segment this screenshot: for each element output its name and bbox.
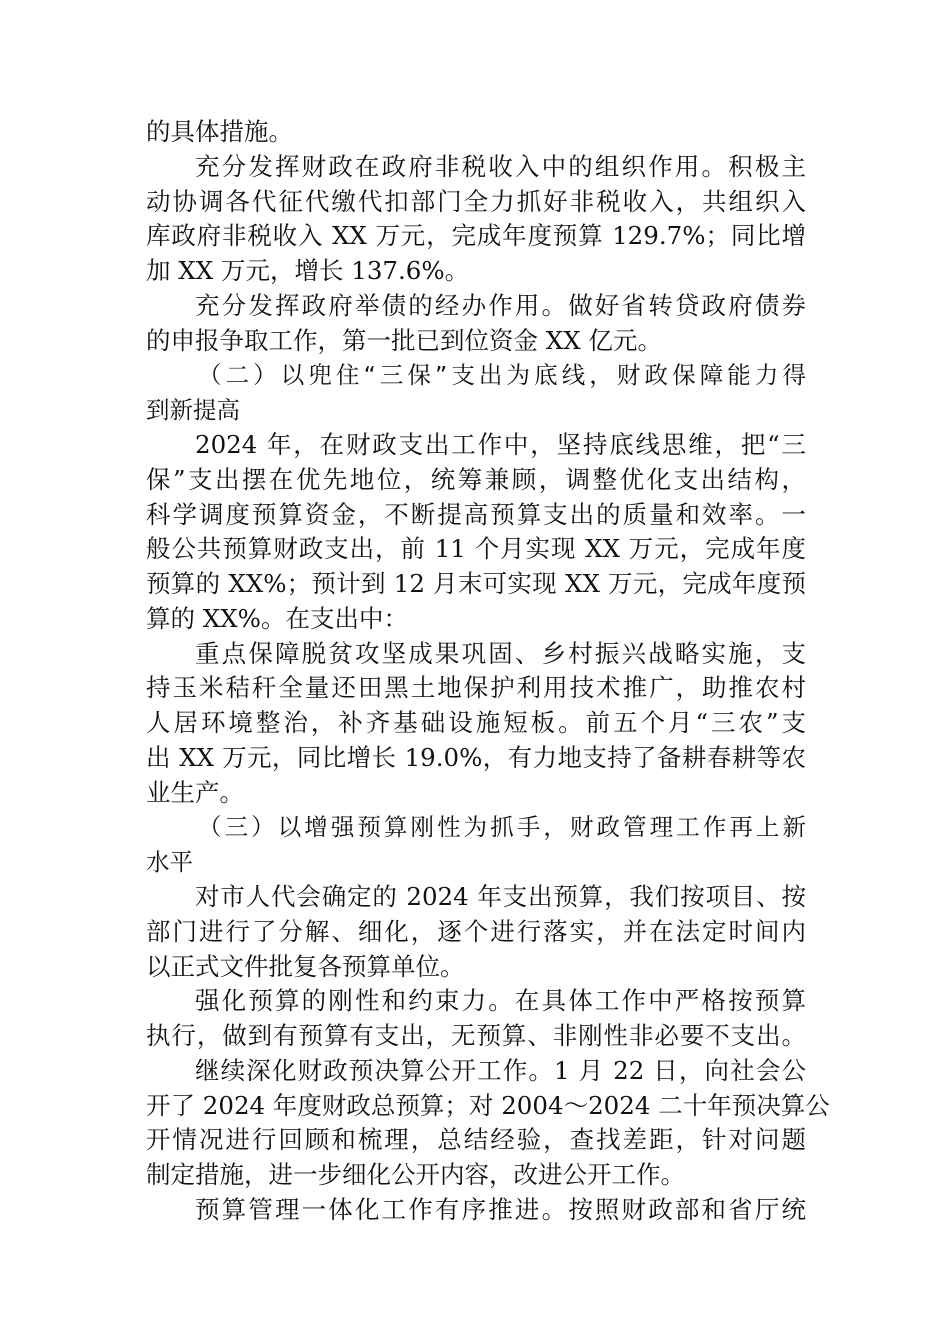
paragraph-first-line: 2024 年，在财政支出工作中，坚持底线思维，把“三	[195, 430, 806, 459]
text-line: 出 XX 万元，同比增长 19.0%，有力地支持了备耕春耕等农	[146, 743, 806, 772]
paragraph-first-line: 预算管理一体化工作有序推进。按照财政部和省厅统	[195, 1195, 806, 1224]
section-heading: 到新提高	[146, 396, 240, 424]
paragraph-first-line: 强化预算的刚性和约束力。在具体工作中严格按预算	[195, 986, 806, 1015]
text-line: 部门进行了分解、细化，逐个进行落实，并在法定时间内	[146, 917, 806, 946]
section-heading: （三）以增强预算刚性为抓手，财政管理工作再上新	[198, 813, 806, 841]
text-line: 执行，做到有预算有支出，无预算、非刚性非必要不支出。	[146, 1021, 806, 1050]
paragraph-first-line: 充分发挥财政在政府非税收入中的组织作用。积极主	[195, 152, 806, 181]
text-line: 的具体措施。	[146, 117, 293, 146]
paragraph-first-line: 继续深化财政预决算公开工作。1 月 22 日，向社会公	[195, 1056, 806, 1085]
paragraph-first-line: 充分发挥政府举债的经办作用。做好省转贷政府债券	[195, 291, 806, 320]
text-line: 库政府非税收入 XX 万元，完成年度预算 129.7%；同比增	[146, 221, 806, 250]
text-line: 业生产。	[146, 778, 244, 807]
text-line: 的申报争取工作，第一批已到位资金 XX 亿元。	[146, 326, 662, 355]
text-line: 般公共预算财政支出，前 11 个月实现 XX 万元，完成年度	[146, 534, 806, 563]
text-line: 开了 2024 年度财政总预算；对 2004～2024 二十年预决算公	[146, 1091, 830, 1120]
text-line: 人居环境整治，补齐基础设施短板。前五个月“三农”支	[146, 708, 806, 737]
section-heading: 水平	[146, 848, 193, 876]
text-line: 持玉米秸秆全量还田黑土地保护利用技术推广，助推农村	[146, 673, 806, 702]
text-line: 动协调各代征代缴代扣部门全力抓好非税收入，共组织入	[146, 187, 806, 216]
section-heading: （二）以兜住“三保”支出为底线，财政保障能力得	[198, 361, 806, 389]
text-line: 制定措施，进一步细化公开内容，改进公开工作。	[146, 1160, 685, 1189]
text-line: 开情况进行回顾和梳理，总结经验，查找差距，针对问题	[146, 1125, 806, 1154]
text-line: 预算的 XX%；预计到 12 月末可实现 XX 万元，完成年度预	[146, 569, 806, 598]
paragraph-first-line: 重点保障脱贫攻坚成果巩固、乡村振兴战略实施，支	[195, 639, 806, 668]
text-line: 保”支出摆在优先地位，统筹兼顾，调整优化支出结构，	[146, 465, 806, 494]
text-line: 算的 XX%。在支出中：	[146, 604, 408, 633]
text-line: 科学调度预算资金，不断提高预算支出的质量和效率。一	[146, 500, 806, 529]
text-line: 以正式文件批复各预算单位。	[146, 952, 465, 981]
paragraph-first-line: 对市人代会确定的 2024 年支出预算，我们按项目、按	[195, 882, 806, 911]
text-line: 加 XX 万元，增长 137.6%。	[146, 256, 470, 285]
